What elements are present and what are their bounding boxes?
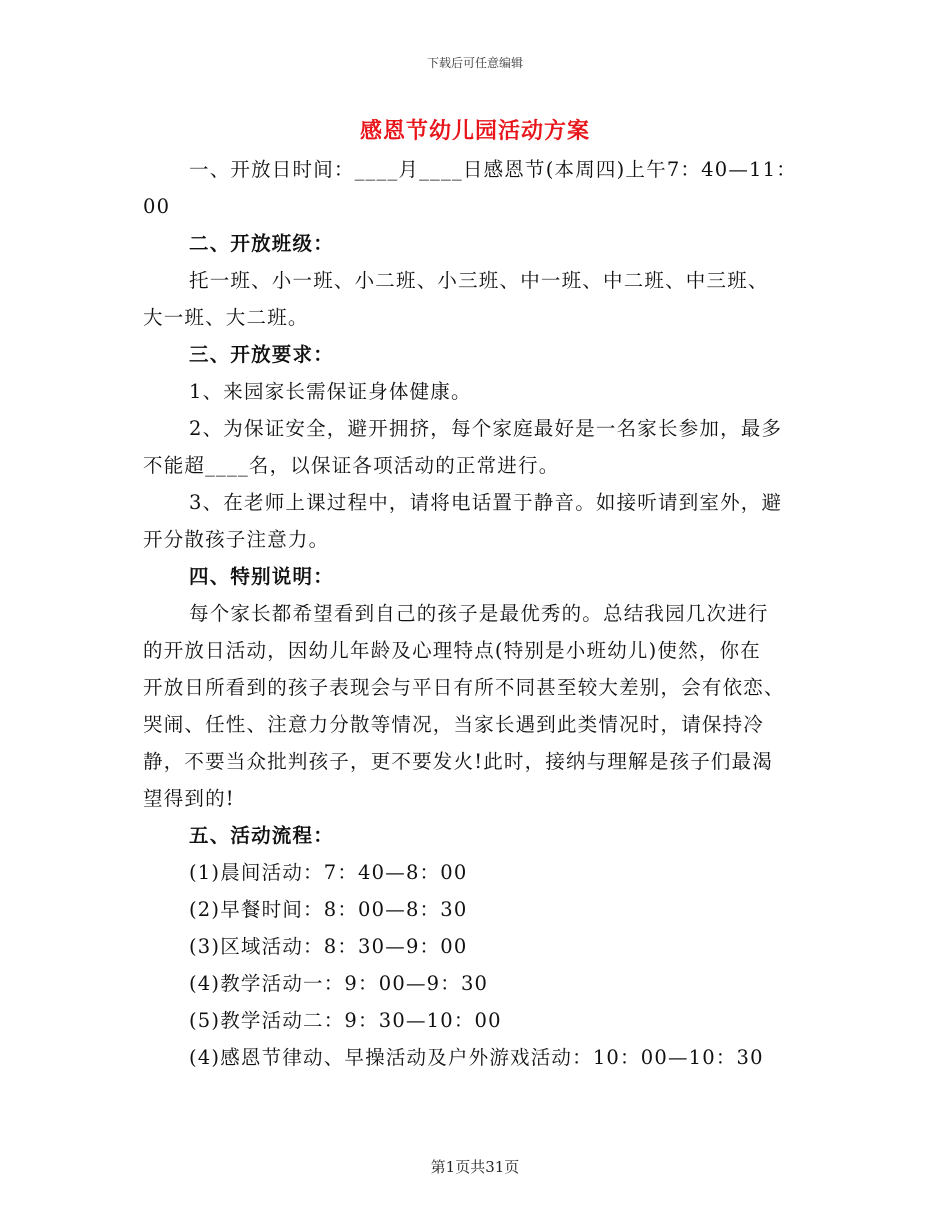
section-heading-notes: 四、特别说明：: [189, 565, 334, 588]
section-heading-classes: 二、开放班级：: [189, 232, 334, 255]
paragraph-line: 望得到的!: [143, 787, 235, 810]
schedule-item: (4)教学活动一：9：00—9：30: [189, 972, 489, 995]
document-title: 感恩节幼儿园活动方案: [359, 118, 590, 144]
paragraph-line: 开放日所看到的孩子表现会与平日有所不同甚至较大差别，会有依恋、: [143, 676, 785, 699]
schedule-item: (3)区域活动：8：30—9：00: [189, 935, 468, 958]
paragraph-line: 每个家长都希望看到自己的孩子是最优秀的。总结我园几次进行: [189, 602, 769, 625]
header-note: 下载后可任意编辑: [426, 56, 523, 70]
schedule-item: (2)早餐时间：8：00—8：30: [189, 898, 468, 921]
section-open-day-time: 一、开放日时间：____月____日感恩节(本周四)上午7：40—11：: [189, 158, 797, 181]
section-heading-requirements: 三、开放要求：: [189, 343, 334, 366]
paragraph-line: 00: [143, 195, 171, 218]
paragraph-line: 2、为保证安全，避开拥挤，每个家庭最好是一名家长参加，最多: [189, 417, 783, 440]
paragraph-line: 3、在老师上课过程中，请将电话置于静音。如接听请到室外，避: [189, 491, 783, 514]
paragraph-line: 开分散孩子注意力。: [143, 528, 330, 551]
paragraph-line: 1、来园家长需保证身体健康。: [189, 380, 472, 403]
paragraph-line: 不能超____名，以保证各项活动的正常进行。: [143, 454, 560, 477]
page-number-footer: 第1页共31页: [430, 1158, 520, 1176]
schedule-item: (1)晨间活动：7：40—8：00: [189, 861, 468, 884]
paragraph-line: 的开放日活动，因幼儿年龄及心理特点(特别是小班幼儿)使然，你在: [143, 639, 761, 662]
paragraph-line: 哭闹、任性、注意力分散等情况，当家长遇到此类情况时，请保持冷: [143, 713, 765, 736]
section-heading-schedule: 五、活动流程：: [189, 824, 334, 847]
paragraph-line: 托一班、小一班、小二班、小三班、中一班、中二班、中三班、: [189, 269, 769, 292]
paragraph-line: 大一班、大二班。: [143, 306, 309, 329]
schedule-item: (4)感恩节律动、早操活动及户外游戏活动：10：00—10：30: [189, 1046, 764, 1069]
paragraph-line: 静，不要当众批判孩子，更不要发火!此时，接纳与理解是孩子们最渴: [143, 750, 774, 773]
schedule-item: (5)教学活动二：9：30—10：00: [189, 1009, 502, 1032]
